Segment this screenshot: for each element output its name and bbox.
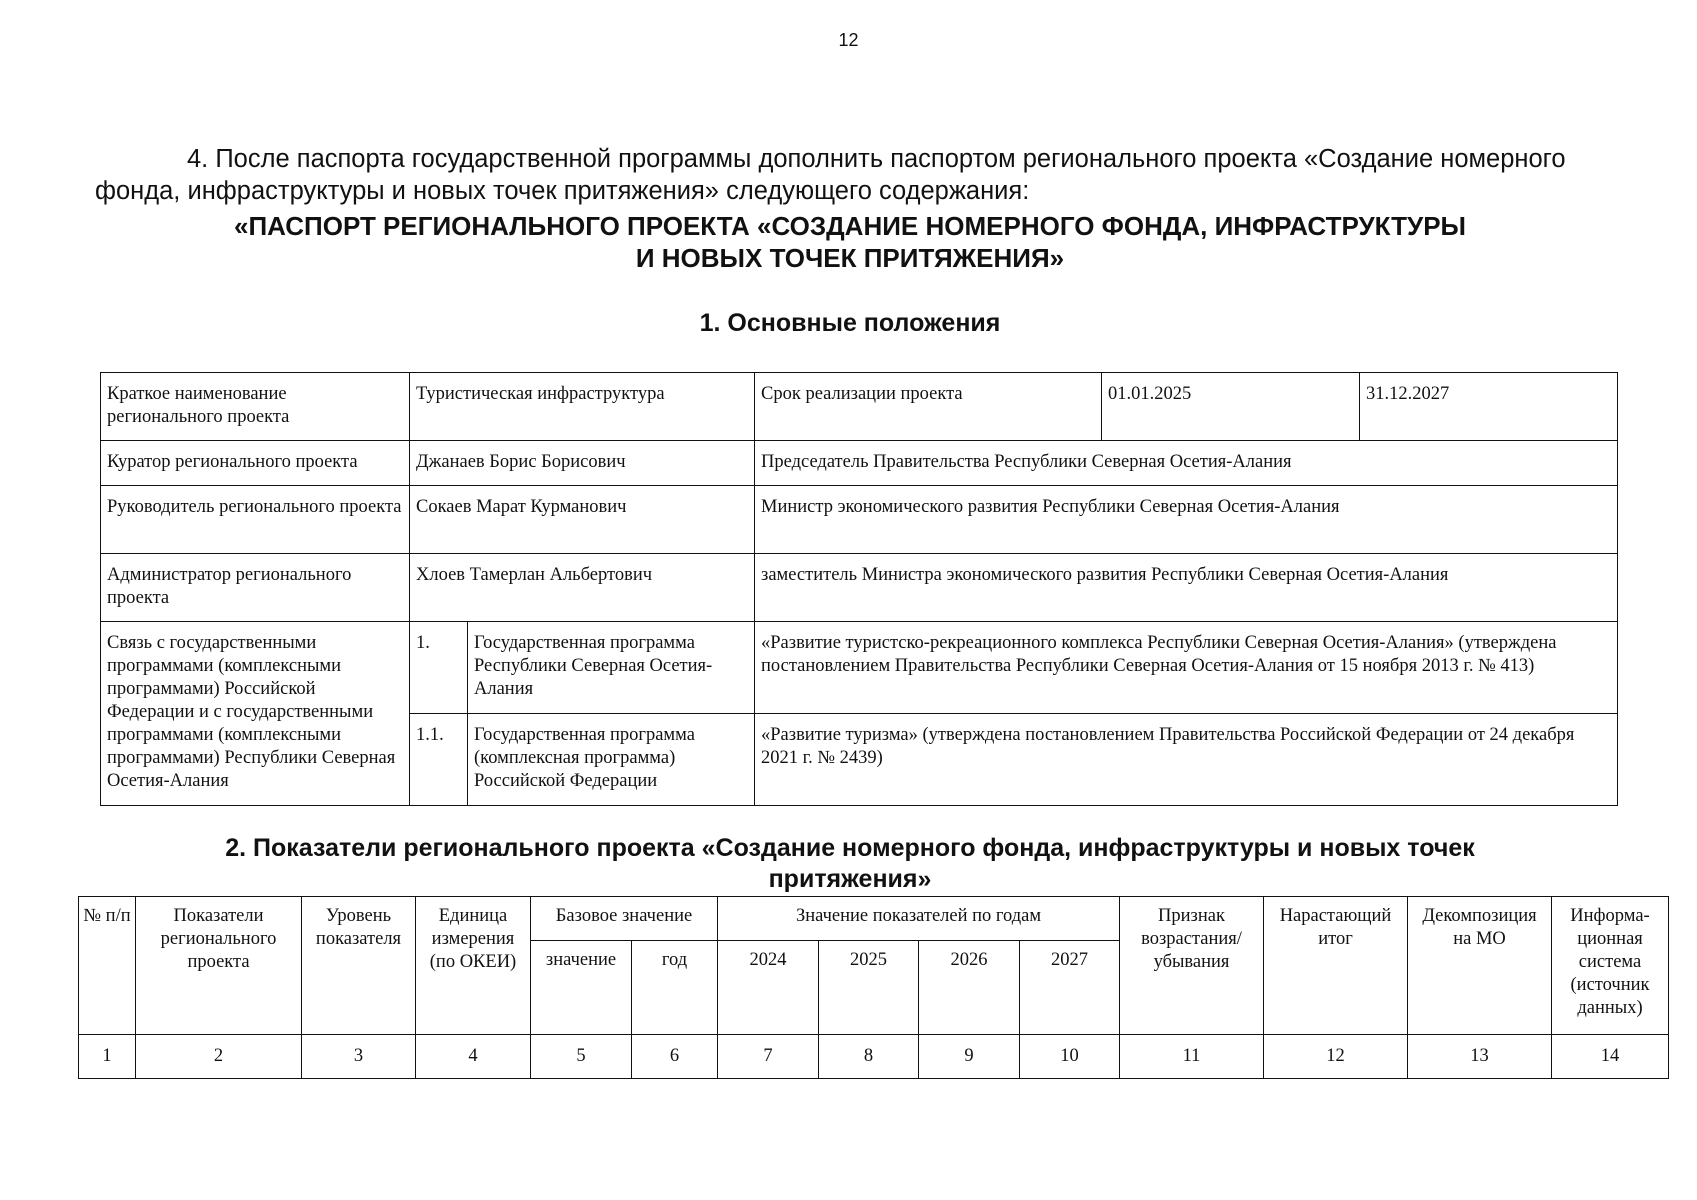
header-year-2026: 2026 [919, 941, 1020, 1035]
header-unit: Единица измерения (по ОКЕИ) [416, 897, 531, 1035]
curator-label: Куратор регионального проекта [101, 441, 410, 486]
end-date: 31.12.2027 [1360, 373, 1618, 441]
head-position: Министр экономического развития Республики Северная Осетия-Алания [755, 486, 1618, 554]
column-number: 9 [919, 1035, 1020, 1079]
column-number: 4 [416, 1035, 531, 1079]
head-label: Руководитель регионального проекта [101, 486, 410, 554]
section-2-title [95, 833, 1605, 895]
column-number: 6 [632, 1035, 718, 1079]
curator-position: Председатель Правительства Республики Северная Осетия-Алания [755, 441, 1618, 486]
curator-name: Джанаев Борис Борисович [410, 441, 755, 486]
column-number: 10 [1020, 1035, 1120, 1079]
passport-title-line-1: «ПАСПОРТ РЕГИОНАЛЬНОГО ПРОЕКТА «СОЗДАНИЕ НОМЕРНОГО ФОНДА, ИНФРАСТРУКТУРЫ [233, 211, 1466, 241]
basic-provisions-table [100, 372, 1618, 806]
short-name-label: Краткое наименование регионального проекта [101, 373, 410, 441]
column-number: 13 [1408, 1035, 1552, 1079]
admin-name: Хлоев Тамерлан Альбертович [410, 554, 755, 622]
page-number: 12 [838, 30, 859, 50]
table-header-row [79, 897, 1669, 941]
header-trend: Признак возрастания/ убывания [1120, 897, 1264, 1035]
header-base-value: значение [531, 941, 632, 1035]
column-number: 14 [1552, 1035, 1669, 1079]
header-year-2024: 2024 [718, 941, 819, 1035]
header-year-2027: 2027 [1020, 941, 1120, 1035]
program-link-number: 1.1. [410, 714, 468, 806]
table-row [101, 622, 1618, 714]
header-decomposition: Декомпозиция на МО [1408, 897, 1552, 1035]
admin-label: Администратор регионального проекта [101, 554, 410, 622]
admin-position: заместитель Министра экономического развития Республики Северная Осетия-Алания [755, 554, 1618, 622]
table-row [101, 441, 1618, 486]
section-2-title-line-1: 2. Показатели регионального проекта «Создание номерного фонда, инфраструктуры и новых точек [225, 834, 1475, 862]
header-by-year: Значение показателей по годам [718, 897, 1120, 941]
header-cumulative: Нарастающий итог [1264, 897, 1408, 1035]
header-base-year: год [632, 941, 718, 1035]
intro-paragraph: 4. После паспорта государственной программы дополнить паспортом регионального проекта «Создание номерного фонда, инфраструктуры и новых точек притяжения» следующего содержания: [95, 145, 1566, 205]
program-link-program: Государственная программа Республики Северная Осетия-Алания [468, 622, 755, 714]
column-number: 2 [136, 1035, 302, 1079]
short-name-value: Туристическая инфраструктура [410, 373, 755, 441]
program-link-number: 1. [410, 622, 468, 714]
header-base: Базовое значение [531, 897, 718, 941]
program-link-program: Государственная программа (комплексная программа) Российской Федерации [468, 714, 755, 806]
passport-title [95, 210, 1605, 274]
column-number: 5 [531, 1035, 632, 1079]
program-link-label: Связь с государственными программами (комплексными программами) Российской Федерации и с государственными программами (комплексными программами) Республики Северная Осетия-Алания [101, 622, 410, 806]
header-year-2025: 2025 [819, 941, 919, 1035]
header-info-system: Информа-ционная система (источник данных) [1552, 897, 1669, 1035]
section-1-title: 1. Основные положения [699, 309, 1001, 337]
start-date: 01.01.2025 [1102, 373, 1360, 441]
column-number: 1 [79, 1035, 136, 1079]
program-link-description: «Развитие туризма» (утверждена постановлением Правительства Российской Федерации от 24 декабря 2021 г. № 2439) [755, 714, 1618, 806]
table-row [101, 486, 1618, 554]
header-num: № п/п [79, 897, 136, 1035]
indicators-table [78, 896, 1669, 1079]
header-level: Уровень показателя [302, 897, 416, 1035]
table-row [101, 554, 1618, 622]
header-indicator: Показатели регионального проекта [136, 897, 302, 1035]
column-number-row [79, 1035, 1669, 1079]
column-number: 8 [819, 1035, 919, 1079]
column-number: 12 [1264, 1035, 1408, 1079]
program-link-description: «Развитие туристско-рекреационного комплекса Республики Северная Осетия-Алания» (утверждена постановлением Правительства Республики Северная Осетия-Алания от 15 ноября 2013 г. № 413) [755, 622, 1618, 714]
term-label: Срок реализации проекта [755, 373, 1102, 441]
section-2-title-line-2: притяжения» [768, 865, 932, 893]
table-row [101, 373, 1618, 441]
column-number: 3 [302, 1035, 416, 1079]
passport-title-line-2: И НОВЫХ ТОЧЕК ПРИТЯЖЕНИЯ» [635, 243, 1065, 273]
column-number: 11 [1120, 1035, 1264, 1079]
column-number: 7 [718, 1035, 819, 1079]
head-name: Сокаев Марат Курманович [410, 486, 755, 554]
